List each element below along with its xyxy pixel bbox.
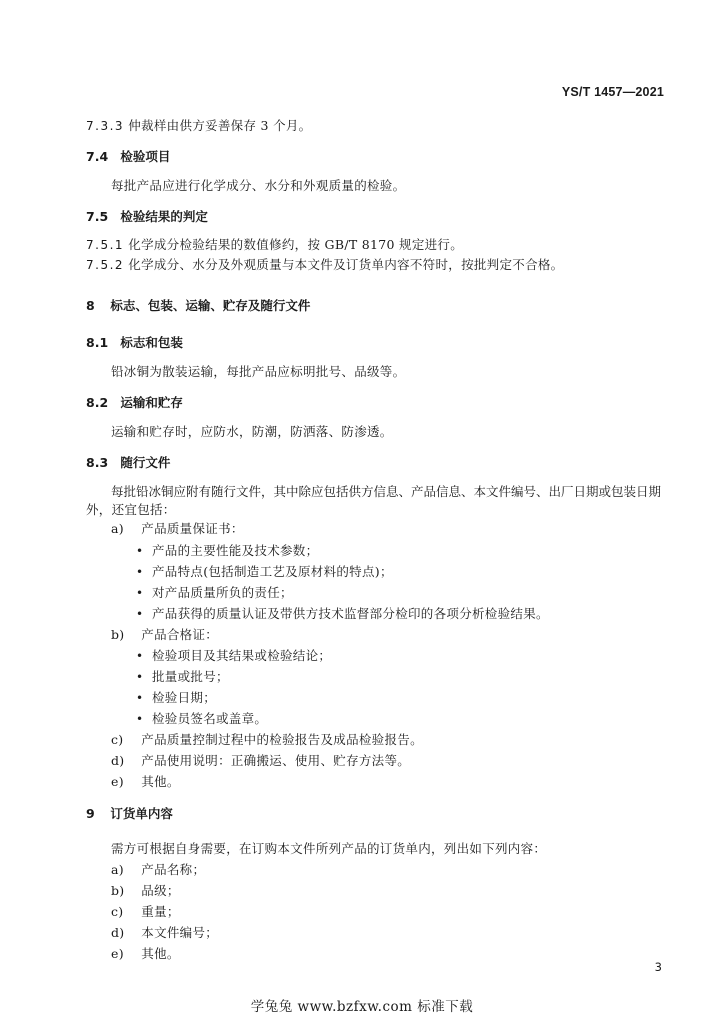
paragraph-7-4: 每批产品应进行化学成分、水分和外观质量的检验。: [111, 178, 406, 193]
bullet-text: 产品的主要性能及技术参数；: [152, 543, 319, 558]
bullet-dot: •: [136, 544, 144, 558]
list-text: 产品使用说明：正确搬运、使用、贮存方法等。: [141, 753, 411, 768]
order-item-b: [111, 882, 180, 900]
clause-text: 化学成分检验结果的数值修约，按 GB/T 8170 规定进行。: [128, 237, 464, 252]
list-text: 其他。: [141, 946, 180, 961]
list-label: a): [111, 521, 124, 536]
list-item-a: [111, 520, 244, 538]
paragraph-8-1: 铅冰铜为散装运输，每批产品应标明批号、品级等。: [111, 364, 406, 379]
clause-number: 7.3.3: [86, 119, 125, 133]
list-text: 其他。: [141, 774, 180, 789]
bullet-text: 产品特点(包括制造工艺及原材料的特点)；: [152, 564, 393, 579]
bullet-item: [136, 689, 216, 707]
list-item-d: [111, 752, 410, 770]
list-label: c): [111, 732, 124, 747]
list-text: 产品质量保证书：: [141, 521, 244, 536]
bullet-text: 产品获得的质量认证及带供方技术监督部分检印的各项分析检验结果。: [152, 606, 549, 621]
bullet-text: 检验员签名或盖章。: [152, 711, 268, 726]
bullet-dot: •: [136, 607, 144, 621]
bullet-dot: •: [136, 691, 144, 705]
list-label: d): [111, 925, 125, 940]
heading-number: 8.1: [86, 335, 109, 350]
bullet-item: [136, 710, 267, 728]
heading-title: 检验项目: [120, 149, 171, 164]
bullet-dot: •: [136, 565, 144, 579]
bullet-dot: •: [136, 586, 144, 600]
heading-title: 订货单内容: [110, 806, 173, 821]
bullet-item: [136, 647, 331, 665]
heading-number: 8.2: [86, 395, 109, 410]
bullet-item: [136, 605, 549, 623]
order-item-a: [111, 861, 205, 879]
paragraph-9: 需方可根据自身需要，在订购本文件所列产品的订货单内，列出如下列内容：: [111, 841, 547, 856]
list-text: 产品名称；: [141, 862, 206, 877]
heading-title: 检验结果的判定: [120, 209, 208, 224]
order-item-d: [111, 924, 218, 942]
heading-number: 8: [86, 298, 95, 313]
clause-text: 仲裁样由供方妥善保存 3 个月。: [128, 118, 312, 133]
bullet-dot: •: [136, 649, 144, 663]
heading-number: 7.5: [86, 209, 109, 224]
standard-code: YS/T 1457—2021: [561, 85, 664, 99]
heading-title: 标志和包装: [120, 335, 183, 350]
clause-7-3-3: [86, 117, 311, 135]
heading-7-5: [86, 207, 208, 225]
heading-8: [86, 296, 310, 314]
list-item-e: [111, 773, 180, 791]
bullet-dot: •: [136, 712, 144, 726]
paragraph-8-2: 运输和贮存时，应防水，防潮，防洒落、防渗透。: [111, 424, 393, 439]
heading-9: [86, 804, 173, 822]
bullet-text: 检验项目及其结果或检验结论；: [152, 648, 332, 663]
clause-number: 7.5.1: [86, 238, 125, 252]
list-label: e): [111, 774, 124, 789]
clause-7-5-2: [86, 256, 563, 274]
list-label: c): [111, 904, 124, 919]
bullet-dot: •: [136, 670, 144, 684]
list-label: d): [111, 753, 125, 768]
bullet-text: 对产品质量所负的责任；: [152, 585, 293, 600]
list-text: 产品合格证：: [141, 627, 219, 642]
bullet-text: 批量或批号；: [152, 669, 229, 684]
list-text: 重量；: [141, 904, 180, 919]
heading-title: 随行文件: [120, 455, 171, 470]
list-label: b): [111, 883, 125, 898]
bullet-item: [136, 668, 229, 686]
bullet-text: 检验日期；: [152, 690, 217, 705]
list-label: a): [111, 862, 124, 877]
heading-number: 9: [86, 806, 95, 821]
list-item-b: [111, 626, 218, 644]
footer-watermark: 学兔兔 www.bzfxw.com 标准下载: [250, 999, 474, 1015]
list-text: 品级；: [141, 883, 180, 898]
list-text: 产品质量控制过程中的检验报告及成品检验报告。: [141, 732, 423, 747]
heading-title: 标志、包装、运输、贮存及随行文件: [110, 298, 311, 313]
page-number: 3: [654, 960, 662, 974]
list-item-c: [111, 731, 423, 749]
clause-7-5-1: [86, 236, 463, 254]
order-item-e: [111, 945, 180, 963]
paragraph-8-3-line-2: 外，还宜包括：: [86, 502, 176, 517]
order-item-c: [111, 903, 180, 921]
heading-8-1: [86, 333, 183, 351]
heading-number: 8.3: [86, 455, 109, 470]
bullet-item: [136, 584, 293, 602]
heading-title: 运输和贮存: [120, 395, 183, 410]
heading-8-3: [86, 453, 170, 471]
bullet-item: [136, 542, 318, 560]
bullet-item: [136, 563, 393, 581]
list-label: e): [111, 946, 124, 961]
clause-number: 7.5.2: [86, 258, 125, 272]
heading-number: 7.4: [86, 149, 109, 164]
list-text: 本文件编号；: [141, 925, 219, 940]
heading-7-4: [86, 147, 170, 165]
clause-text: 化学成分、水分及外观质量与本文件及订货单内容不符时，按批判定不合格。: [128, 257, 564, 272]
paragraph-8-3-line-1: 每批铅冰铜应附有随行文件，其中除应包括供方信息、产品信息、本文件编号、出厂日期或包装日期: [111, 484, 662, 499]
heading-8-2: [86, 393, 183, 411]
list-label: b): [111, 627, 125, 642]
